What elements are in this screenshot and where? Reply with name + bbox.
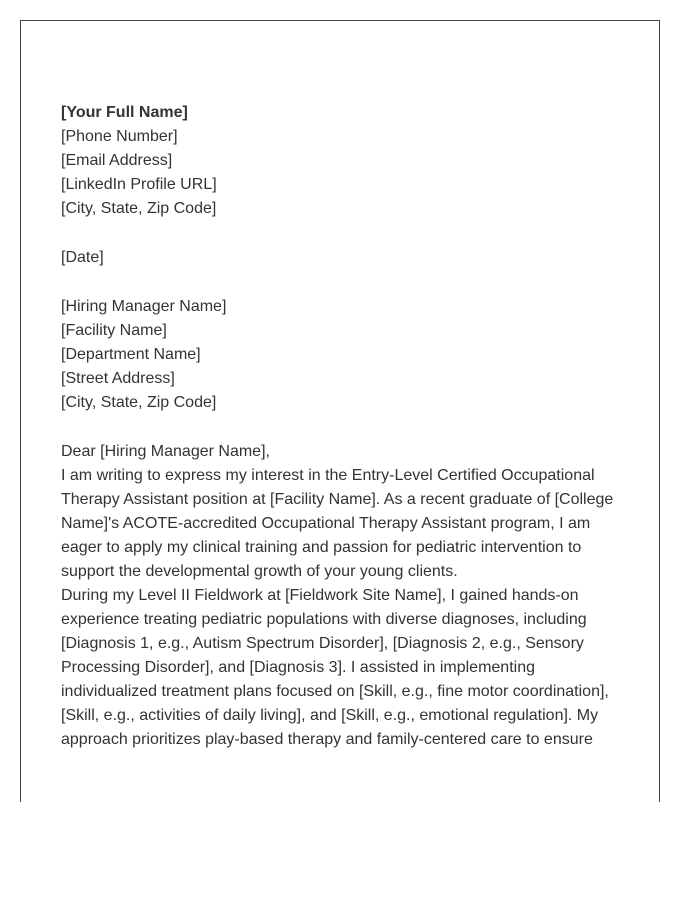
recipient-department: [Department Name] [61,346,201,363]
date-block [61,246,621,270]
sender-phone: [Phone Number] [61,128,178,145]
paragraph-line: support the developmental growth of your young clients. [61,563,458,580]
paragraph-line: [Diagnosis 1, e.g., Autism Spectrum Disorder], [Diagnosis 2, e.g., Sensory [61,635,584,652]
paragraph-line: Name]'s ACOTE-accredited Occupational Therapy Assistant program, I am [61,515,591,532]
paragraph-line: [Skill, e.g., activities of daily living], and [Skill, e.g., emotional regulation]. My [61,707,599,724]
cover-letter [61,101,621,752]
sender-block [61,101,621,221]
recipient-facility: [Facility Name] [61,322,167,339]
paragraph-intro [61,464,621,584]
paragraph-line: Processing Disorder], and [Diagnosis 3]. I assisted in implementing [61,659,535,676]
recipient-city: [City, State, Zip Code] [61,394,217,411]
letter-date: [Date] [61,249,104,266]
paragraph-line: approach prioritizes play-based therapy and family-centered care to ensure [61,731,593,748]
paragraph-line: experience treating pediatric populations with diverse diagnoses, including [61,611,587,628]
sender-name: [Your Full Name] [61,104,188,121]
document-page [20,20,660,802]
sender-linkedin: [LinkedIn Profile URL] [61,176,217,193]
paragraph-line: individualized treatment plans focused on [Skill, e.g., fine motor coordination], [61,683,609,700]
sender-email: [Email Address] [61,152,173,169]
salutation: Dear [Hiring Manager Name], [61,443,270,460]
recipient-block [61,295,621,415]
paragraph-line: eager to apply my clinical training and passion for pediatric intervention to [61,539,582,556]
recipient-manager: [Hiring Manager Name] [61,298,227,315]
paragraph-line: Therapy Assistant position at [Facility Name]. As a recent graduate of [College [61,491,614,508]
sender-city: [City, State, Zip Code] [61,200,217,217]
paragraph-fieldwork [61,584,621,752]
recipient-street: [Street Address] [61,370,175,387]
salutation-block [61,440,621,464]
paragraph-line: During my Level II Fieldwork at [Fieldwork Site Name], I gained hands-on [61,587,579,604]
paragraph-line: I am writing to express my interest in the Entry-Level Certified Occupational [61,467,595,484]
